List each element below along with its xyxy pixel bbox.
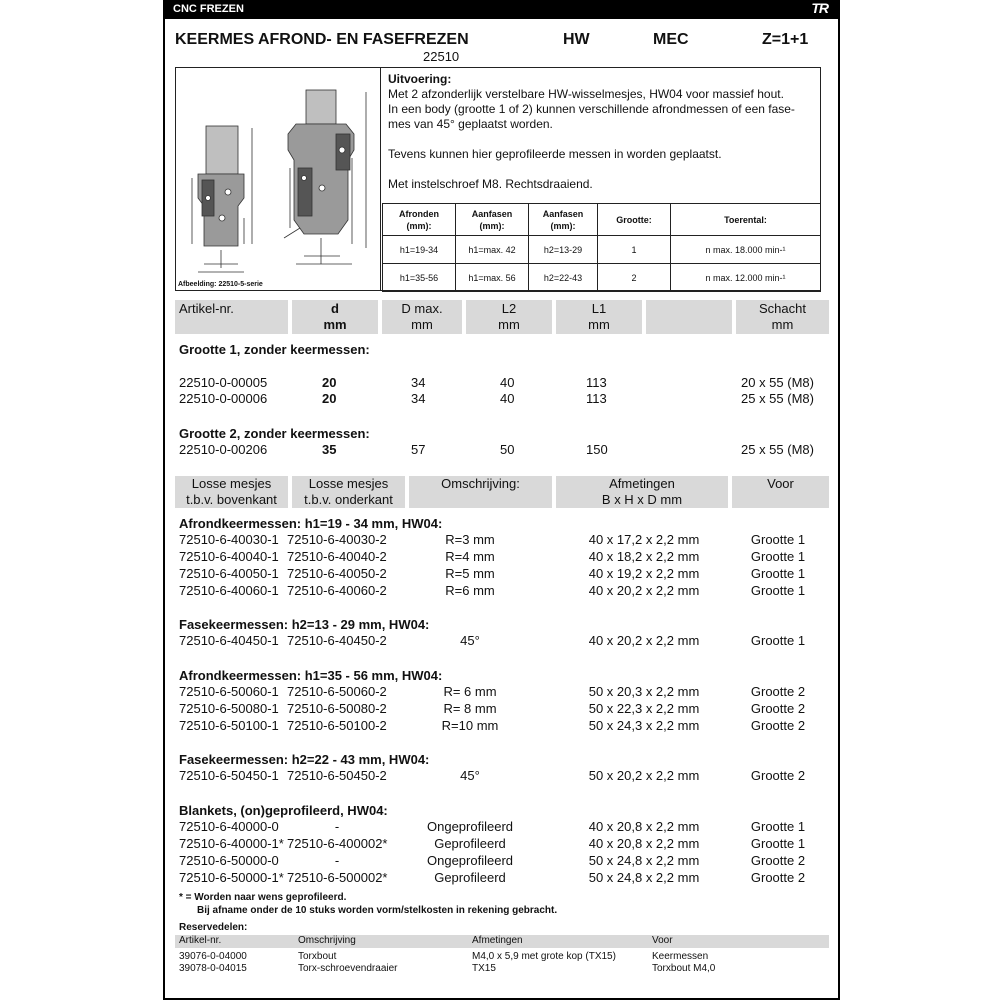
cell-L2: 50 [500,442,515,457]
cell-d: 20 [322,391,337,406]
table-row [179,442,829,459]
knife-for: Grootte 1 [750,633,806,648]
col-header-d: d [331,301,339,316]
table-cell: Torxbout M4,0 [652,963,716,974]
knife-for: Grootte 1 [750,549,806,564]
col-header-L2: L2 [501,301,517,316]
knife-description: R=5 mm [445,566,495,581]
knife-for: Grootte 1 [750,819,806,834]
category-label: CNC FREZEN [173,3,244,15]
knife-dimensions: 40 x 20,2 x 2,2 mm [588,583,700,598]
knife-dimensions: 50 x 20,3 x 2,2 mm [588,684,700,699]
knife-description: R=3 mm [445,532,495,547]
cell-L1: 113 [586,391,607,406]
table-row [179,391,829,408]
knife-dimensions: 40 x 20,2 x 2,2 mm [588,633,700,648]
spec-label: Uitvoering: [388,72,452,86]
cell-D: 34 [411,391,426,406]
table-cell: 39078-0-04015 [179,963,247,974]
knife-dimensions: 50 x 24,3 x 2,2 mm [588,718,700,733]
col-header-for: Voor [767,476,794,491]
table-row [179,549,829,566]
knife-description: R= 8 mm [443,701,497,716]
material-code: HW [563,31,590,48]
knife-description: Geprofileerd [434,836,506,851]
table-row [175,963,829,975]
spec-line: mes van 45° geplaatst worden. [388,117,553,131]
knife-top-number: 72510-6-50000-0 [179,853,279,868]
knife-section-title: Afrondkeermessen: h1=35 - 56 mm, HW04: [179,668,443,683]
knife-for: Grootte 2 [750,768,806,783]
knife-bottom-number: 72510-6-50060-2 [287,684,387,699]
table-row [179,633,829,650]
knife-dimensions: 50 x 20,2 x 2,2 mm [588,768,700,783]
col-header: Voor [652,935,673,946]
knife-top-number: 72510-6-50060-1 [179,684,279,699]
capacity-header: Afronden (mm): [383,204,456,236]
group-title: Grootte 1, zonder keermessen: [179,342,370,357]
table-cell: Torxbout [298,951,337,962]
table-row [179,684,829,701]
cell-d: 35 [322,442,337,457]
knife-description: Ongeprofileerd [427,853,513,868]
knife-description: Geprofileerd [434,870,506,885]
knife-top-number: 72510-6-40450-1 [179,633,279,648]
cutter-drawing-icon [176,68,380,282]
spare-parts-title: Reservedelen: [179,922,248,933]
table-row [179,836,829,853]
knife-dimensions: 50 x 22,3 x 2,2 mm [588,701,700,716]
table-cell: TX15 [472,963,496,974]
spec-line: Met 2 afzonderlijk verstelbare HW-wisselmesjes, HW04 voor massief hout. [388,87,784,101]
col-header-article: Artikel-nr. [179,301,234,316]
article-number: 22510-0-00006 [179,391,268,406]
cell-shaft: 25 x 55 (M8) [741,391,814,406]
knife-bottom-number: 72510-6-400002* [287,836,388,851]
knife-section-title: Blankets, (on)geprofileerd, HW04: [179,803,388,818]
col-header: Afmetingen [472,935,523,946]
knife-for: Grootte 2 [750,853,806,868]
col-header: Omschrijving [298,935,356,946]
drawing-caption: Afbeelding: 22510-5-serie [178,281,263,288]
col-header-L1-unit: mm [588,317,610,332]
knife-top-number: 72510-6-50450-1 [179,768,279,783]
cell-shaft: 20 x 55 (M8) [741,375,814,390]
knife-top-number: 72510-6-50100-1 [179,718,279,733]
knife-dimensions: 50 x 24,8 x 2,2 mm [588,853,700,868]
capacity-header: Aanfasen (mm): [456,204,529,236]
col-header-shaft: Schacht [759,301,806,316]
knife-section-title: Fasekeermessen: h2=22 - 43 mm, HW04: [179,752,430,767]
col-header-D: D max. [401,301,443,316]
knife-top-number: 72510-6-40030-1 [179,532,279,547]
col-header-description: Omschrijving: [441,476,520,491]
capacity-header: Aanfasen (mm): [529,204,598,236]
knife-for: Grootte 1 [750,836,806,851]
table-cell: 39076-0-04000 [179,951,247,962]
knife-dimensions: 40 x 18,2 x 2,2 mm [588,549,700,564]
table-cell: h2=13-29 [529,236,598,264]
cell-L2: 40 [500,375,515,390]
knife-bottom-number: 72510-6-40450-2 [287,633,387,648]
capacity-table [382,203,821,292]
col-header-bottom-sub: t.b.v. onderkant [304,492,393,507]
knife-description: R=10 mm [441,718,499,733]
article-number: 22510-0-00206 [179,442,268,457]
knife-bottom-number: - [334,853,340,868]
table-cell: h1=max. 56 [456,264,529,292]
knife-top-number: 72510-6-50000-1* [179,870,284,885]
table-cell: h1=35-56 [383,264,456,292]
knife-dimensions: 40 x 17,2 x 2,2 mm [588,532,700,547]
table-row [179,870,829,887]
cell-d: 20 [322,375,337,390]
category-bar [165,0,838,19]
knife-for: Grootte 2 [750,718,806,733]
col-header-top: Losse mesjes [191,476,272,491]
col-header-top-sub: t.b.v. bovenkant [186,492,277,507]
table-cell: n max. 12.000 min-¹ [671,264,821,292]
brand-logo: TR [811,0,828,16]
knife-bottom-number: 72510-6-40040-2 [287,549,387,564]
knife-dimensions: 40 x 19,2 x 2,2 mm [588,566,700,581]
spec-line: Met instelschroef M8. Rechtsdraaiend. [388,177,593,191]
spec-line: Tevens kunnen hier geprofileerde messen in worden geplaatst. [388,147,722,161]
table-row [383,264,821,292]
table-cell: 2 [598,264,671,292]
table-row [179,375,829,392]
knife-for: Grootte 2 [750,870,806,885]
table-row [179,532,829,549]
spec-line: In een body (grootte 1 of 2) kunnen verschillende afrondmessen of een fase- [388,102,795,116]
col-header-bottom: Losse mesjes [308,476,389,491]
footnote: Bij afname onder de 10 stuks worden vorm/stelkosten in rekening gebracht. [197,905,558,916]
knife-bottom-number: 72510-6-50100-2 [287,718,387,733]
knife-for: Grootte 1 [750,583,806,598]
knife-top-number: 72510-6-40060-1 [179,583,279,598]
cell-D: 57 [411,442,426,457]
cell-L1: 150 [586,442,608,457]
group-title: Grootte 2, zonder keermessen: [179,426,370,441]
knife-dimensions: 40 x 20,8 x 2,2 mm [588,836,700,851]
product-number: 22510 [423,49,460,64]
article-number: 22510-0-00005 [179,375,268,390]
table-cell: n max. 18.000 min-¹ [671,236,821,264]
col-header-shaft-unit: mm [771,317,794,332]
knife-description: 45° [460,768,480,783]
product-title: KEERMES AFROND- EN FASEFREZEN [175,31,469,48]
knife-bottom-number: - [334,819,340,834]
info-box [175,67,821,291]
knife-for: Grootte 2 [750,701,806,716]
table-row [175,951,829,963]
teeth-count: Z=1+1 [762,31,809,48]
knife-for: Grootte 1 [750,532,806,547]
knife-table-header [175,476,829,508]
knife-section-title: Afrondkeermessen: h1=19 - 34 mm, HW04: [179,516,443,531]
cell-shaft: 25 x 55 (M8) [741,442,814,457]
knife-description: Ongeprofileerd [427,819,513,834]
table-cell: h1=19-34 [383,236,456,264]
footnote: * = Worden naar wens geprofileerd. [179,892,347,903]
col-header-dimensions-sub: B x H x D mm [601,492,683,507]
table-cell: Torx-schroevendraaier [298,963,398,974]
capacity-header-row [383,204,821,236]
knife-top-number: 72510-6-40050-1 [179,566,279,581]
table-cell: Keermessen [652,951,709,962]
technical-drawing [176,68,381,290]
capacity-header: Grootte: [598,204,671,236]
type-code: MEC [653,31,689,48]
knife-description: R=6 mm [445,583,495,598]
catalog-page [163,0,840,1000]
col-header: Artikel-nr. [179,935,222,946]
cell-L1: 113 [586,375,607,390]
knife-section-title: Fasekeermessen: h2=13 - 29 mm, HW04: [179,617,430,632]
knife-bottom-number: 72510-6-500002* [287,870,388,885]
knife-description: R= 6 mm [443,684,497,699]
table-cell: h1=max. 42 [456,236,529,264]
table-row [179,718,829,735]
knife-top-number: 72510-6-40040-1 [179,549,279,564]
knife-bottom-number: 72510-6-50450-2 [287,768,387,783]
knife-bottom-number: 72510-6-40030-2 [287,532,387,547]
col-header-dimensions: Afmetingen [609,476,675,491]
knife-description: 45° [460,633,480,648]
article-table-header [175,300,829,334]
table-row [179,583,829,600]
knife-bottom-number: 72510-6-40050-2 [287,566,387,581]
table-row [383,236,821,264]
knife-top-number: 72510-6-40000-0 [179,819,279,834]
table-row [179,701,829,718]
table-cell: 1 [598,236,671,264]
knife-description: R=4 mm [445,549,495,564]
table-row [179,853,829,870]
knife-for: Grootte 2 [750,684,806,699]
capacity-header: Toerental: [671,204,821,236]
cell-L2: 40 [500,391,515,406]
table-cell: h2=22-43 [529,264,598,292]
spare-parts-header [175,935,829,948]
table-row [179,819,829,836]
knife-dimensions: 50 x 24,8 x 2,2 mm [588,870,700,885]
knife-top-number: 72510-6-50080-1 [179,701,279,716]
table-cell: M4,0 x 5,9 met grote kop (TX15) [472,951,616,962]
knife-dimensions: 40 x 20,8 x 2,2 mm [588,819,700,834]
specification-text [388,72,816,192]
cell-D: 34 [411,375,426,390]
knife-bottom-number: 72510-6-50080-2 [287,701,387,716]
col-header-D-unit: mm [411,317,433,332]
knife-for: Grootte 1 [750,566,806,581]
knife-bottom-number: 72510-6-40060-2 [287,583,387,598]
col-header-L1: L1 [591,301,607,316]
col-header-L2-unit: mm [498,317,520,332]
table-row [179,566,829,583]
table-row [179,768,829,785]
col-header-d-unit: mm [323,317,347,332]
knife-top-number: 72510-6-40000-1* [179,836,284,851]
